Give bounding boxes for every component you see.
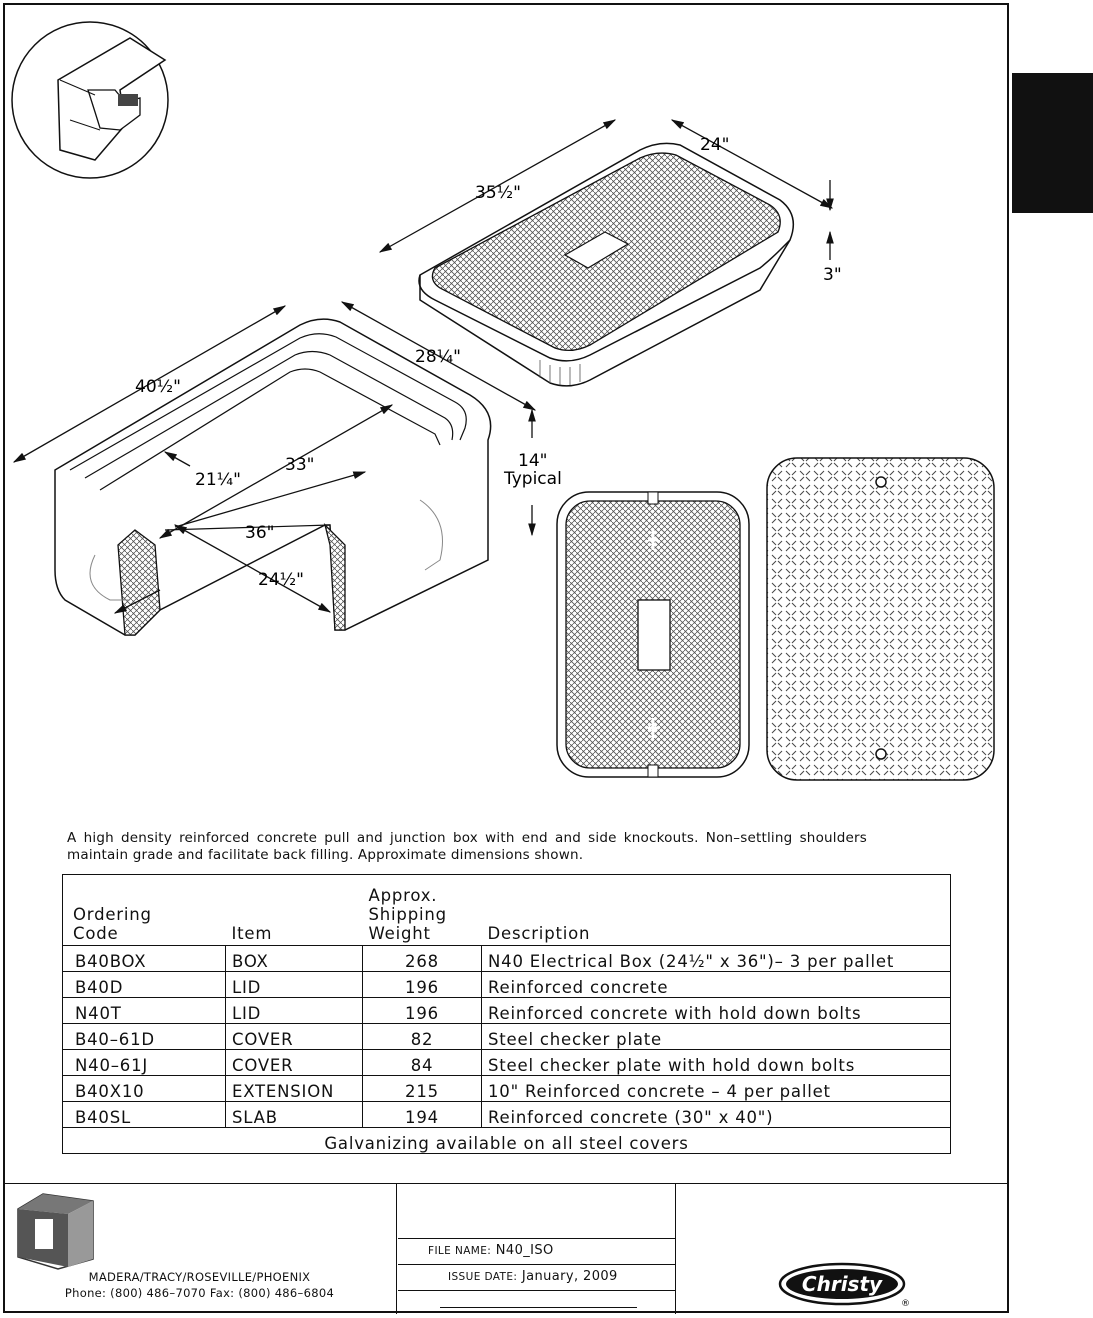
cell-code: B40–61D: [63, 1024, 226, 1050]
cell-item: COVER: [226, 1024, 363, 1050]
dim-inner-top: 33": [285, 455, 315, 475]
header-code: Ordering Code: [63, 875, 226, 946]
cell-weight: 196: [363, 972, 482, 998]
header-description: Description: [482, 875, 951, 946]
signature-line: [440, 1307, 637, 1308]
cell-code: B40D: [63, 972, 226, 998]
table-row: [63, 946, 951, 972]
cell-description: N40 Electrical Box (24½" x 36")– 3 per pallet: [482, 946, 951, 972]
cell-item: LID: [226, 972, 363, 998]
dim-lid-width: 24": [700, 135, 730, 155]
row-divider: [398, 1238, 675, 1239]
cell-item: EXTENSION: [226, 1076, 363, 1102]
cell-weight: 196: [363, 998, 482, 1024]
checker-plate-view: [767, 458, 994, 780]
cell-code: N40–61J: [63, 1050, 226, 1076]
dim-box-length: 40½": [135, 377, 181, 397]
cell-weight: 194: [363, 1102, 482, 1128]
issue-date-label: ISSUE DATE:: [448, 1271, 518, 1283]
dim-lid-length: 35½": [475, 183, 521, 203]
dim-inner-length: 36": [245, 523, 275, 543]
table-row: [63, 998, 951, 1024]
cell-weight: 84: [363, 1050, 482, 1076]
phone-text: Phone: (800) 486–7070 Fax: (800) 486–6804: [64, 1286, 335, 1300]
cell-code: B40X10: [63, 1076, 226, 1102]
cell-description: Steel checker plate: [482, 1024, 951, 1050]
lid-isometric: [419, 143, 793, 386]
brand-name: Christy: [801, 1272, 883, 1296]
cell-weight: 268: [363, 946, 482, 972]
table-footer-row: [63, 1128, 951, 1154]
cell-description: Reinforced concrete with hold down bolts: [482, 998, 951, 1024]
issue-date-row: [398, 1269, 726, 1284]
cell-weight: 215: [363, 1076, 482, 1102]
cell-item: LID: [226, 998, 363, 1024]
file-name-value: N40_ISO: [495, 1243, 554, 1258]
christy-logo: [778, 1262, 910, 1308]
detail-circle: [12, 22, 168, 178]
galvanizing-note: Galvanizing available on all steel covers: [63, 1128, 951, 1154]
title-divider: [396, 1184, 397, 1314]
file-name-label: FILE NAME:: [428, 1245, 492, 1257]
table-header-row: [63, 875, 951, 946]
company-logo-icon: [13, 1189, 98, 1271]
table-row: [63, 1050, 951, 1076]
registered-mark: ®: [901, 1299, 910, 1308]
cell-item: SLAB: [226, 1102, 363, 1128]
cell-description: 10" Reinforced concrete – 4 per pallet: [482, 1076, 951, 1102]
dim-inner-width: 21¼": [195, 470, 241, 490]
cell-code: B40BOX: [63, 946, 226, 972]
section-tab: [1012, 73, 1093, 213]
row-divider: [398, 1264, 675, 1265]
header-weight: Approx. Shipping Weight: [363, 875, 482, 946]
cell-description: Reinforced concrete: [482, 972, 951, 998]
product-description: A high density reinforced concrete pull and junction box with end and side knockouts. Non–settling shoulders maintain grade and facilitate back filling. Approximate dimensions shown.: [67, 830, 867, 863]
cell-weight: 82: [363, 1024, 482, 1050]
locations-text: MADERA/TRACY/ROSEVILLE/PHOENIX: [88, 1270, 311, 1284]
cell-code: B40SL: [63, 1102, 226, 1128]
table-row: [63, 1024, 951, 1050]
issue-date-value: January, 2009: [521, 1269, 618, 1284]
cell-code: N40T: [63, 998, 226, 1024]
spec-table: [62, 874, 951, 1154]
table-row: [63, 972, 951, 998]
lid-plan-view: [557, 492, 749, 777]
dim-lid-thickness: 3": [823, 265, 842, 285]
table-row: [63, 1076, 951, 1102]
cell-item: BOX: [226, 946, 363, 972]
dim-bottom-width: 24½": [258, 570, 304, 590]
dim-box-height: 14": [518, 451, 548, 471]
cell-description: Steel checker plate with hold down bolts: [482, 1050, 951, 1076]
cell-item: COVER: [226, 1050, 363, 1076]
cell-description: Reinforced concrete (30" x 40"): [482, 1102, 951, 1128]
row-divider: [398, 1290, 675, 1291]
table-row: [63, 1102, 951, 1128]
file-name-row: [398, 1243, 706, 1258]
header-item: Item: [226, 875, 363, 946]
company-contact: [3, 1269, 396, 1301]
dim-box-width: 28¼": [415, 347, 461, 367]
dim-box-height-note: Typical: [504, 469, 562, 489]
